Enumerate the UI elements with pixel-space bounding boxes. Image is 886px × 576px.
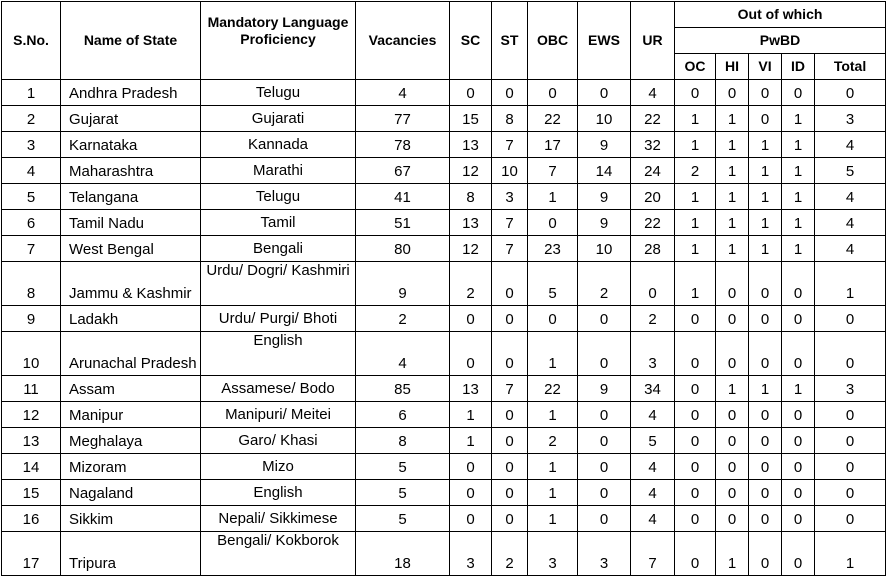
cell-st: 7 (492, 376, 528, 402)
cell-vi: 1 (749, 236, 782, 262)
cell-language: Assamese/ Bodo (201, 376, 356, 402)
cell-vi: 0 (749, 306, 782, 332)
cell-st: 10 (492, 158, 528, 184)
table-row (2, 106, 886, 132)
cell-hi: 1 (716, 184, 749, 210)
cell-vi: 0 (749, 332, 782, 376)
cell-language: Telugu (201, 184, 356, 210)
cell-sc: 13 (450, 376, 492, 402)
cell-total: 4 (815, 184, 886, 210)
cell-id: 0 (782, 402, 815, 428)
cell-id: 1 (782, 376, 815, 402)
cell-sno: 2 (2, 106, 61, 132)
cell-language: Telugu (201, 80, 356, 106)
cell-language: Kannada (201, 132, 356, 158)
cell-vi: 1 (749, 210, 782, 236)
cell-sc: 0 (450, 306, 492, 332)
cell-language: Urdu/ Dogri/ Kashmiri (201, 262, 356, 306)
cell-ews: 10 (578, 236, 631, 262)
cell-vacancies: 5 (356, 480, 450, 506)
cell-sno: 14 (2, 454, 61, 480)
cell-state: Karnataka (61, 132, 201, 158)
cell-language: Bengali/ Kokborok (201, 532, 356, 576)
header-sc: SC (450, 2, 492, 80)
cell-id: 0 (782, 480, 815, 506)
table-body (2, 80, 886, 576)
table-row (2, 158, 886, 184)
cell-ews: 3 (578, 532, 631, 576)
header-pwbd: PwBD (675, 28, 886, 54)
header-state: Name of State (61, 2, 201, 80)
cell-total: 0 (815, 454, 886, 480)
table-row (2, 332, 886, 376)
cell-hi: 0 (716, 480, 749, 506)
header-ur: UR (631, 2, 675, 80)
cell-language: Bengali (201, 236, 356, 262)
cell-ews: 9 (578, 184, 631, 210)
cell-sc: 12 (450, 158, 492, 184)
cell-st: 0 (492, 306, 528, 332)
table-row (2, 132, 886, 158)
cell-vacancies: 2 (356, 306, 450, 332)
cell-total: 0 (815, 332, 886, 376)
cell-state: Nagaland (61, 480, 201, 506)
table-row (2, 454, 886, 480)
cell-state: West Bengal (61, 236, 201, 262)
cell-hi: 1 (716, 106, 749, 132)
table-row (2, 184, 886, 210)
cell-hi: 1 (716, 132, 749, 158)
cell-id: 1 (782, 106, 815, 132)
cell-vi: 1 (749, 132, 782, 158)
header-st: ST (492, 2, 528, 80)
header-id: ID (782, 54, 815, 80)
cell-hi: 1 (716, 532, 749, 576)
cell-sno: 12 (2, 402, 61, 428)
cell-total: 0 (815, 506, 886, 532)
header-vi: VI (749, 54, 782, 80)
cell-state: Arunachal Pradesh (61, 332, 201, 376)
cell-id: 1 (782, 184, 815, 210)
cell-state: Tripura (61, 532, 201, 576)
cell-obc: 22 (528, 376, 578, 402)
cell-vacancies: 9 (356, 262, 450, 306)
cell-vacancies: 41 (356, 184, 450, 210)
cell-sc: 15 (450, 106, 492, 132)
cell-oc: 0 (675, 402, 716, 428)
table-row (2, 306, 886, 332)
cell-sc: 8 (450, 184, 492, 210)
cell-language: English (201, 332, 356, 376)
cell-vi: 0 (749, 80, 782, 106)
cell-st: 0 (492, 332, 528, 376)
cell-language: Tamil (201, 210, 356, 236)
cell-hi: 1 (716, 376, 749, 402)
cell-hi: 1 (716, 236, 749, 262)
cell-sc: 0 (450, 454, 492, 480)
cell-state: Sikkim (61, 506, 201, 532)
cell-obc: 0 (528, 80, 578, 106)
cell-vi: 1 (749, 376, 782, 402)
cell-sno: 17 (2, 532, 61, 576)
cell-total: 5 (815, 158, 886, 184)
cell-ur: 22 (631, 106, 675, 132)
cell-obc: 23 (528, 236, 578, 262)
cell-obc: 7 (528, 158, 578, 184)
cell-ur: 20 (631, 184, 675, 210)
cell-st: 0 (492, 480, 528, 506)
cell-hi: 0 (716, 80, 749, 106)
cell-id: 0 (782, 80, 815, 106)
cell-total: 0 (815, 306, 886, 332)
cell-oc: 1 (675, 262, 716, 306)
cell-st: 2 (492, 532, 528, 576)
cell-ews: 14 (578, 158, 631, 184)
cell-obc: 17 (528, 132, 578, 158)
cell-vacancies: 5 (356, 454, 450, 480)
cell-state: Assam (61, 376, 201, 402)
cell-vi: 0 (749, 262, 782, 306)
cell-oc: 1 (675, 106, 716, 132)
cell-language: English (201, 480, 356, 506)
cell-sc: 0 (450, 480, 492, 506)
cell-ews: 0 (578, 506, 631, 532)
cell-oc: 0 (675, 332, 716, 376)
cell-ur: 7 (631, 532, 675, 576)
cell-sc: 2 (450, 262, 492, 306)
cell-vi: 0 (749, 106, 782, 132)
cell-sc: 3 (450, 532, 492, 576)
cell-oc: 0 (675, 376, 716, 402)
cell-vacancies: 67 (356, 158, 450, 184)
cell-sc: 0 (450, 80, 492, 106)
cell-sc: 13 (450, 132, 492, 158)
cell-total: 0 (815, 402, 886, 428)
cell-id: 1 (782, 158, 815, 184)
header-total: Total (815, 54, 886, 80)
cell-state: Tamil Nadu (61, 210, 201, 236)
cell-sno: 8 (2, 262, 61, 306)
cell-vi: 0 (749, 454, 782, 480)
cell-sc: 0 (450, 506, 492, 532)
cell-language: Urdu/ Purgi/ Bhoti (201, 306, 356, 332)
cell-obc: 1 (528, 506, 578, 532)
cell-st: 0 (492, 402, 528, 428)
cell-ur: 24 (631, 158, 675, 184)
cell-ur: 34 (631, 376, 675, 402)
cell-vacancies: 78 (356, 132, 450, 158)
cell-sno: 4 (2, 158, 61, 184)
cell-ews: 0 (578, 402, 631, 428)
table-row (2, 236, 886, 262)
cell-ews: 0 (578, 428, 631, 454)
cell-state: Jammu & Kashmir (61, 262, 201, 306)
cell-ews: 0 (578, 480, 631, 506)
cell-sc: 13 (450, 210, 492, 236)
cell-sno: 7 (2, 236, 61, 262)
cell-ews: 9 (578, 210, 631, 236)
cell-ur: 4 (631, 402, 675, 428)
cell-id: 0 (782, 532, 815, 576)
cell-sno: 3 (2, 132, 61, 158)
cell-id: 1 (782, 236, 815, 262)
table-row (2, 402, 886, 428)
cell-hi: 0 (716, 306, 749, 332)
cell-st: 0 (492, 80, 528, 106)
cell-vacancies: 80 (356, 236, 450, 262)
cell-vi: 0 (749, 428, 782, 454)
table-row (2, 428, 886, 454)
cell-ur: 5 (631, 428, 675, 454)
cell-language: Marathi (201, 158, 356, 184)
cell-ur: 22 (631, 210, 675, 236)
cell-state: Ladakh (61, 306, 201, 332)
cell-vacancies: 8 (356, 428, 450, 454)
cell-total: 0 (815, 80, 886, 106)
cell-language: Manipuri/ Meitei (201, 402, 356, 428)
cell-hi: 1 (716, 210, 749, 236)
cell-ur: 4 (631, 506, 675, 532)
cell-ews: 0 (578, 454, 631, 480)
table-row (2, 532, 886, 576)
cell-st: 0 (492, 506, 528, 532)
cell-st: 7 (492, 132, 528, 158)
cell-oc: 0 (675, 506, 716, 532)
table-row (2, 80, 886, 106)
cell-state: Meghalaya (61, 428, 201, 454)
cell-vi: 0 (749, 480, 782, 506)
cell-oc: 0 (675, 306, 716, 332)
cell-st: 0 (492, 428, 528, 454)
cell-vacancies: 4 (356, 332, 450, 376)
cell-obc: 0 (528, 306, 578, 332)
cell-language: Nepali/ Sikkimese (201, 506, 356, 532)
cell-total: 4 (815, 236, 886, 262)
cell-sno: 10 (2, 332, 61, 376)
cell-language: Garo/ Khasi (201, 428, 356, 454)
table-row (2, 480, 886, 506)
cell-id: 1 (782, 132, 815, 158)
table-row (2, 376, 886, 402)
cell-oc: 0 (675, 80, 716, 106)
cell-obc: 1 (528, 480, 578, 506)
cell-sc: 12 (450, 236, 492, 262)
cell-sno: 9 (2, 306, 61, 332)
cell-ews: 0 (578, 306, 631, 332)
cell-state: Maharashtra (61, 158, 201, 184)
cell-ews: 9 (578, 132, 631, 158)
cell-hi: 0 (716, 454, 749, 480)
cell-hi: 1 (716, 158, 749, 184)
header-obc: OBC (528, 2, 578, 80)
cell-oc: 1 (675, 210, 716, 236)
cell-ur: 32 (631, 132, 675, 158)
cell-ews: 0 (578, 80, 631, 106)
cell-id: 0 (782, 262, 815, 306)
cell-ur: 4 (631, 454, 675, 480)
cell-st: 0 (492, 262, 528, 306)
cell-obc: 1 (528, 332, 578, 376)
header-vacancies: Vacancies (356, 2, 450, 80)
cell-oc: 1 (675, 236, 716, 262)
table-row (2, 506, 886, 532)
cell-vi: 0 (749, 532, 782, 576)
cell-oc: 1 (675, 132, 716, 158)
header-out-of-which: Out of which (675, 2, 886, 28)
cell-language: Mizo (201, 454, 356, 480)
cell-vacancies: 5 (356, 506, 450, 532)
cell-hi: 0 (716, 262, 749, 306)
cell-id: 0 (782, 306, 815, 332)
header-sno: S.No. (2, 2, 61, 80)
cell-st: 0 (492, 454, 528, 480)
cell-hi: 0 (716, 332, 749, 376)
cell-vi: 1 (749, 158, 782, 184)
cell-sc: 0 (450, 332, 492, 376)
cell-hi: 0 (716, 428, 749, 454)
cell-obc: 22 (528, 106, 578, 132)
cell-total: 3 (815, 106, 886, 132)
cell-ews: 10 (578, 106, 631, 132)
cell-obc: 1 (528, 454, 578, 480)
cell-oc: 2 (675, 158, 716, 184)
cell-obc: 0 (528, 210, 578, 236)
cell-oc: 0 (675, 454, 716, 480)
cell-vi: 1 (749, 184, 782, 210)
cell-state: Mizoram (61, 454, 201, 480)
cell-st: 3 (492, 184, 528, 210)
cell-total: 4 (815, 132, 886, 158)
cell-vi: 0 (749, 402, 782, 428)
cell-obc: 1 (528, 184, 578, 210)
cell-id: 0 (782, 332, 815, 376)
cell-hi: 0 (716, 506, 749, 532)
cell-sno: 16 (2, 506, 61, 532)
cell-ews: 9 (578, 376, 631, 402)
cell-ur: 3 (631, 332, 675, 376)
cell-st: 7 (492, 236, 528, 262)
cell-id: 1 (782, 210, 815, 236)
cell-language: Gujarati (201, 106, 356, 132)
cell-state: Andhra Pradesh (61, 80, 201, 106)
cell-vi: 0 (749, 506, 782, 532)
cell-total: 1 (815, 532, 886, 576)
header-language: Mandatory Language Proficiency (201, 2, 356, 80)
cell-oc: 0 (675, 428, 716, 454)
cell-id: 0 (782, 506, 815, 532)
cell-obc: 1 (528, 402, 578, 428)
cell-ur: 4 (631, 80, 675, 106)
cell-vacancies: 18 (356, 532, 450, 576)
cell-state: Manipur (61, 402, 201, 428)
cell-hi: 0 (716, 402, 749, 428)
cell-ews: 0 (578, 332, 631, 376)
cell-ur: 0 (631, 262, 675, 306)
cell-total: 3 (815, 376, 886, 402)
cell-sno: 11 (2, 376, 61, 402)
cell-id: 0 (782, 428, 815, 454)
cell-total: 0 (815, 480, 886, 506)
header-hi: HI (716, 54, 749, 80)
cell-ur: 4 (631, 480, 675, 506)
cell-sno: 13 (2, 428, 61, 454)
cell-obc: 3 (528, 532, 578, 576)
table-row (2, 210, 886, 236)
vacancy-table (1, 1, 886, 576)
cell-sno: 5 (2, 184, 61, 210)
cell-sno: 15 (2, 480, 61, 506)
cell-obc: 2 (528, 428, 578, 454)
table-row (2, 262, 886, 306)
cell-total: 0 (815, 428, 886, 454)
cell-state: Telangana (61, 184, 201, 210)
cell-sno: 6 (2, 210, 61, 236)
cell-total: 4 (815, 210, 886, 236)
cell-vacancies: 77 (356, 106, 450, 132)
cell-ews: 2 (578, 262, 631, 306)
cell-total: 1 (815, 262, 886, 306)
cell-vacancies: 51 (356, 210, 450, 236)
cell-oc: 1 (675, 184, 716, 210)
cell-id: 0 (782, 454, 815, 480)
cell-st: 8 (492, 106, 528, 132)
cell-st: 7 (492, 210, 528, 236)
cell-obc: 5 (528, 262, 578, 306)
cell-vacancies: 6 (356, 402, 450, 428)
cell-vacancies: 85 (356, 376, 450, 402)
cell-sc: 1 (450, 402, 492, 428)
cell-state: Gujarat (61, 106, 201, 132)
cell-sc: 1 (450, 428, 492, 454)
cell-sno: 1 (2, 80, 61, 106)
header-oc: OC (675, 54, 716, 80)
header-ews: EWS (578, 2, 631, 80)
cell-oc: 0 (675, 532, 716, 576)
cell-ur: 28 (631, 236, 675, 262)
cell-oc: 0 (675, 480, 716, 506)
cell-vacancies: 4 (356, 80, 450, 106)
cell-ur: 2 (631, 306, 675, 332)
